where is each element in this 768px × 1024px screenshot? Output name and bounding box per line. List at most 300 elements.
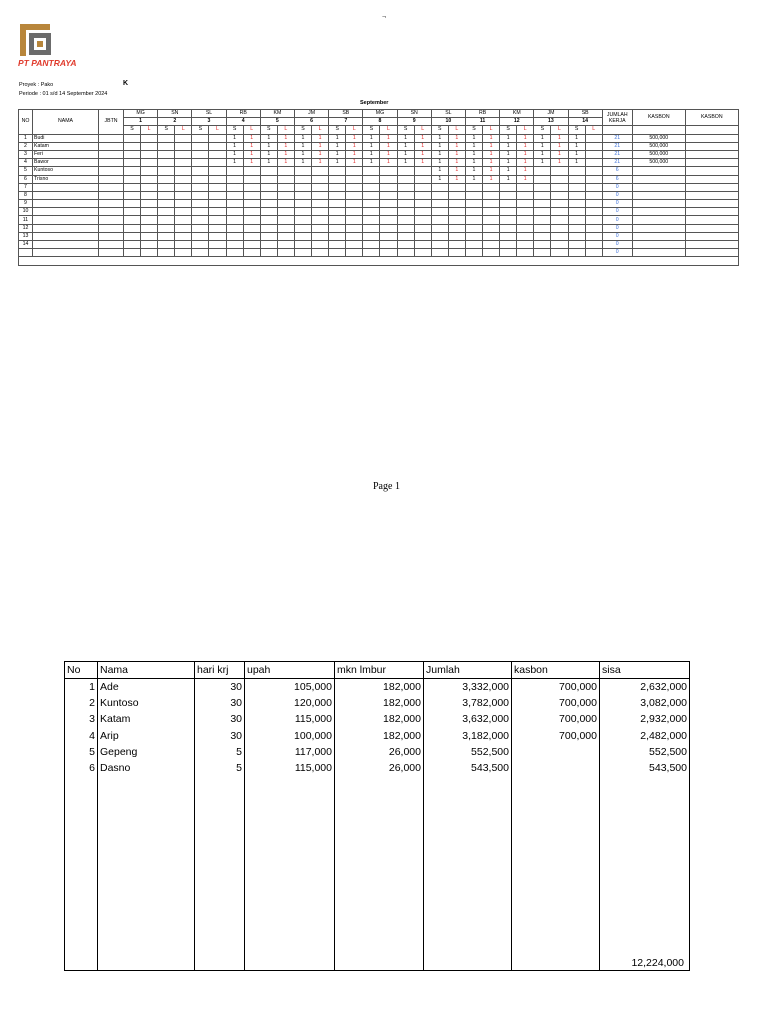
attendance-cell-s: 1	[465, 134, 482, 142]
col-header-jumlah-kerja: JUMLAH KERJA	[602, 110, 632, 126]
attendance-cell-l: 1	[380, 134, 397, 142]
attendance-cell-l	[141, 134, 158, 142]
attendance-cell-s	[158, 208, 175, 216]
attendance-cell-s: 1	[363, 150, 380, 158]
payroll-blank-cell	[335, 873, 424, 889]
attendance-cell-s: 1	[431, 150, 448, 158]
attendance-cell-s	[260, 249, 277, 257]
day-name-header: JM	[294, 110, 328, 118]
attendance-cell-s	[294, 200, 311, 208]
payroll-blank-cell	[512, 776, 600, 792]
payroll-row	[65, 695, 690, 711]
payroll-blank-cell	[98, 938, 195, 954]
payroll-jumlah: 3,782,000	[424, 695, 512, 711]
kasbon-value	[632, 175, 685, 183]
attendance-cell-s	[124, 249, 141, 257]
attendance-cell-s	[192, 183, 209, 191]
attendance-cell-s	[397, 200, 414, 208]
payroll-blank-cell	[65, 792, 98, 808]
attendance-cell-l	[414, 232, 431, 240]
attendance-cell-s	[534, 241, 551, 249]
attendance-cell-l: 1	[482, 167, 499, 175]
day-name-header: SB	[568, 110, 602, 118]
attendance-cell-l	[414, 191, 431, 199]
attendance-cell-s: 1	[260, 159, 277, 167]
attendance-cell-s	[124, 191, 141, 199]
attendance-cell-l	[311, 191, 328, 199]
payroll-nama: Gepeng	[98, 744, 195, 760]
attendance-cell-s	[465, 191, 482, 199]
shift-l-header: L	[551, 126, 568, 134]
shift-s-header: S	[568, 126, 585, 134]
attendance-cell-l	[277, 232, 294, 240]
payroll-blank-cell	[65, 889, 98, 905]
attendance-cell-s: 1	[226, 134, 243, 142]
attendance-cell-s	[500, 191, 517, 199]
kasbon-value: 500,000	[632, 159, 685, 167]
payroll-blank-row	[65, 825, 690, 841]
attendance-cell-l: 1	[346, 134, 363, 142]
payroll-blank-cell	[65, 857, 98, 873]
attendance-row	[19, 200, 739, 208]
col-header-jbtn: JBTN	[99, 110, 124, 135]
attendance-cell-s	[158, 183, 175, 191]
shift-l-header: L	[141, 126, 158, 134]
attendance-cell-l	[380, 249, 397, 257]
attendance-cell-s	[500, 241, 517, 249]
jumlah-kerja-value: 21	[602, 142, 632, 150]
company-logo-icon	[18, 22, 54, 58]
kasbon-value: 500,000	[632, 142, 685, 150]
attendance-cell-l	[448, 208, 465, 216]
attendance-cell-l	[141, 216, 158, 224]
attendance-cell-s	[397, 224, 414, 232]
shift-l-header: L	[277, 126, 294, 134]
attendance-cell-l	[346, 241, 363, 249]
attendance-cell-l	[585, 224, 602, 232]
attendance-cell-l	[311, 241, 328, 249]
shift-s-header: S	[124, 126, 141, 134]
day-name-header: SN	[397, 110, 431, 118]
attendance-cell-l	[346, 200, 363, 208]
attendance-cell-s	[124, 159, 141, 167]
attendance-cell-s	[431, 216, 448, 224]
attendance-cell-s: 1	[226, 142, 243, 150]
attendance-cell-l: 1	[448, 142, 465, 150]
attendance-cell-s: 1	[431, 134, 448, 142]
attendance-cell-l	[414, 249, 431, 257]
attendance-cell-s	[158, 191, 175, 199]
attendance-cell-l	[209, 224, 226, 232]
day-number-header: 14	[568, 118, 602, 126]
attendance-cell-s	[192, 134, 209, 142]
attendance-cell-s	[260, 183, 277, 191]
payroll-row	[65, 679, 690, 696]
attendance-cell-l	[209, 167, 226, 175]
attendance-cell-l: 1	[414, 134, 431, 142]
payroll-blank-cell	[195, 809, 245, 825]
payroll-blank-cell	[245, 954, 335, 971]
attendance-row	[19, 150, 739, 158]
attendance-cell-l: 1	[551, 134, 568, 142]
payroll-blank-cell	[65, 776, 98, 792]
payroll-blank-cell	[512, 841, 600, 857]
attendance-row	[19, 224, 739, 232]
payroll-blank-cell	[195, 922, 245, 938]
attendance-cell-s	[226, 249, 243, 257]
attendance-cell-l	[243, 183, 260, 191]
employee-name: Bawor	[33, 159, 99, 167]
shift-s-header: S	[431, 126, 448, 134]
attendance-cell-s	[363, 216, 380, 224]
payroll-blank-cell	[98, 922, 195, 938]
shift-l-header: L	[517, 126, 534, 134]
attendance-cell-s	[397, 249, 414, 257]
payroll-blank-cell	[245, 922, 335, 938]
attendance-cell-l	[243, 241, 260, 249]
attendance-cell-s	[329, 249, 346, 257]
employee-name	[33, 232, 99, 240]
attendance-cell-l	[175, 232, 192, 240]
attendance-cell-s	[158, 200, 175, 208]
payroll-blank-cell	[98, 889, 195, 905]
payroll-blank-cell	[98, 809, 195, 825]
attendance-cell-s: 1	[363, 159, 380, 167]
attendance-cell-s	[294, 208, 311, 216]
payroll-blank-cell	[600, 873, 690, 889]
attendance-cell-l	[277, 175, 294, 183]
payroll-blank-cell	[424, 873, 512, 889]
attendance-cell-l	[277, 191, 294, 199]
attendance-cell-l	[517, 232, 534, 240]
attendance-cell-l: 1	[551, 142, 568, 150]
attendance-cell-s: 1	[568, 150, 585, 158]
attendance-cell-l	[551, 191, 568, 199]
jumlah-kerja-value: 0	[602, 241, 632, 249]
attendance-cell-l	[175, 208, 192, 216]
attendance-cell-l: 1	[380, 159, 397, 167]
attendance-cell-s: 1	[500, 167, 517, 175]
row-number	[19, 249, 33, 257]
attendance-cell-l	[551, 208, 568, 216]
attendance-cell-s	[294, 224, 311, 232]
attendance-cell-l	[311, 216, 328, 224]
attendance-cell-l	[585, 142, 602, 150]
col-header-nama: NAMA	[33, 110, 99, 135]
row-number: 3	[19, 150, 33, 158]
attendance-cell-s: 1	[329, 150, 346, 158]
attendance-cell-s	[534, 232, 551, 240]
payroll-no: 2	[65, 695, 98, 711]
employee-position	[99, 208, 124, 216]
payroll-blank-cell	[65, 873, 98, 889]
kasbon-2-value	[685, 150, 738, 158]
attendance-cell-s: 1	[500, 159, 517, 167]
payroll-hari: 30	[195, 679, 245, 696]
payroll-upah: 115,000	[245, 711, 335, 727]
k-mark: K	[123, 80, 129, 87]
jumlah-kerja-value: 0	[602, 224, 632, 232]
payroll-blank-cell	[245, 938, 335, 954]
shift-s-header: S	[363, 126, 380, 134]
attendance-cell-s	[534, 249, 551, 257]
attendance-cell-l	[175, 142, 192, 150]
attendance-cell-s	[397, 216, 414, 224]
attendance-cell-l	[175, 191, 192, 199]
attendance-cell-l	[551, 175, 568, 183]
attendance-cell-s	[363, 200, 380, 208]
attendance-cell-l	[141, 249, 158, 257]
attendance-cell-s	[363, 241, 380, 249]
attendance-cell-l	[141, 175, 158, 183]
day-number-header: 6	[294, 118, 328, 126]
payroll-blank-cell	[424, 889, 512, 905]
payroll-blank-cell	[245, 776, 335, 792]
attendance-cell-s: 1	[500, 134, 517, 142]
day-name-header: KM	[500, 110, 534, 118]
jumlah-kerja-value: 6	[602, 167, 632, 175]
attendance-cell-s	[192, 224, 209, 232]
attendance-cell-s	[226, 208, 243, 216]
attendance-cell-l	[551, 167, 568, 175]
day-name-header: RB	[226, 110, 260, 118]
attendance-cell-s	[500, 216, 517, 224]
attendance-cell-l	[346, 191, 363, 199]
kasbon-2-value	[685, 224, 738, 232]
attendance-cell-l	[585, 249, 602, 257]
jumlah-kerja-value: 21	[602, 150, 632, 158]
attendance-cell-s	[431, 191, 448, 199]
attendance-cell-s	[226, 200, 243, 208]
attendance-cell-l	[585, 232, 602, 240]
payroll-blank-cell	[195, 792, 245, 808]
payroll-blank-cell	[335, 922, 424, 938]
attendance-cell-s	[226, 241, 243, 249]
attendance-cell-s: 1	[260, 142, 277, 150]
day-number-header: 7	[329, 118, 363, 126]
payroll-blank-cell	[424, 922, 512, 938]
attendance-cell-s	[329, 224, 346, 232]
attendance-cell-s	[192, 216, 209, 224]
attendance-cell-l	[141, 183, 158, 191]
attendance-cell-l	[551, 249, 568, 257]
employee-name: Katam	[33, 142, 99, 150]
attendance-cell-s	[124, 175, 141, 183]
payroll-upah: 115,000	[245, 760, 335, 776]
attendance-cell-s	[124, 200, 141, 208]
attendance-cell-s	[192, 191, 209, 199]
payroll-blank-cell	[98, 776, 195, 792]
attendance-cell-s	[363, 191, 380, 199]
attendance-cell-s	[260, 232, 277, 240]
attendance-cell-s	[568, 208, 585, 216]
payroll-row	[65, 711, 690, 727]
attendance-cell-l	[585, 150, 602, 158]
kasbon-value	[632, 200, 685, 208]
shift-l-header: L	[482, 126, 499, 134]
payroll-no: 1	[65, 679, 98, 696]
payroll-nama: Katam	[98, 711, 195, 727]
attendance-cell-l: 1	[243, 134, 260, 142]
attendance-row	[19, 241, 739, 249]
jumlah-kerja-value: 0	[602, 232, 632, 240]
payroll-header-3: upah	[245, 662, 335, 679]
attendance-cell-s	[260, 167, 277, 175]
attendance-cell-l: 1	[448, 175, 465, 183]
payroll-row	[65, 760, 690, 776]
attendance-row	[19, 134, 739, 142]
employee-position	[99, 191, 124, 199]
attendance-cell-s	[431, 241, 448, 249]
kasbon-2-value	[685, 167, 738, 175]
payroll-blank-row	[65, 954, 690, 971]
payroll-blank-cell	[424, 776, 512, 792]
attendance-cell-l: 1	[277, 134, 294, 142]
payroll-blank-cell	[335, 809, 424, 825]
payroll-hari: 5	[195, 760, 245, 776]
attendance-cell-l	[414, 175, 431, 183]
attendance-cell-s: 1	[534, 142, 551, 150]
payroll-blank-cell	[195, 776, 245, 792]
attendance-cell-l	[277, 216, 294, 224]
attendance-cell-s	[294, 249, 311, 257]
payroll-blank-cell	[424, 906, 512, 922]
attendance-cell-s	[329, 191, 346, 199]
attendance-cell-l	[346, 208, 363, 216]
attendance-cell-s: 1	[363, 134, 380, 142]
payroll-blank-cell	[98, 825, 195, 841]
attendance-cell-s: 1	[465, 150, 482, 158]
payroll-blank-cell	[335, 938, 424, 954]
payroll-no: 6	[65, 760, 98, 776]
shift-l-header: L	[311, 126, 328, 134]
day-number-header: 12	[500, 118, 534, 126]
payroll-blank-cell	[600, 792, 690, 808]
attendance-cell-l	[482, 216, 499, 224]
payroll-blank-cell	[245, 857, 335, 873]
attendance-cell-l	[141, 208, 158, 216]
attendance-cell-s	[158, 150, 175, 158]
payroll-jumlah: 3,632,000	[424, 711, 512, 727]
attendance-cell-s: 1	[431, 167, 448, 175]
employee-name	[33, 183, 99, 191]
day-name-header: SL	[192, 110, 226, 118]
attendance-cell-l	[346, 224, 363, 232]
payroll-sisa: 2,632,000	[600, 679, 690, 696]
payroll-kasbon: 700,000	[512, 711, 600, 727]
kasbon-value	[632, 224, 685, 232]
attendance-cell-l	[380, 241, 397, 249]
attendance-cell-l	[414, 167, 431, 175]
attendance-cell-l	[175, 216, 192, 224]
attendance-cell-s	[124, 142, 141, 150]
attendance-cell-s	[534, 216, 551, 224]
attendance-cell-l	[209, 175, 226, 183]
attendance-cell-l	[585, 159, 602, 167]
attendance-cell-s	[158, 216, 175, 224]
payroll-blank-cell	[512, 873, 600, 889]
payroll-blank-cell	[600, 857, 690, 873]
attendance-cell-l	[346, 216, 363, 224]
attendance-cell-l	[380, 191, 397, 199]
attendance-cell-s: 1	[500, 150, 517, 158]
attendance-cell-s: 1	[534, 159, 551, 167]
attendance-cell-s	[568, 183, 585, 191]
employee-name	[33, 200, 99, 208]
payroll-nama: Ade	[98, 679, 195, 696]
payroll-mkn: 182,000	[335, 711, 424, 727]
shift-l-header: L	[175, 126, 192, 134]
shift-l-header: L	[243, 126, 260, 134]
attendance-cell-s	[534, 191, 551, 199]
attendance-cell-s	[363, 208, 380, 216]
payroll-blank-row	[65, 857, 690, 873]
payroll-blank-cell	[335, 841, 424, 857]
attendance-cell-s	[568, 175, 585, 183]
attendance-cell-s: 1	[294, 150, 311, 158]
attendance-cell-s	[363, 224, 380, 232]
jumlah-kerja-value: 21	[602, 134, 632, 142]
payroll-blank-cell	[600, 889, 690, 905]
employee-position	[99, 183, 124, 191]
attendance-cell-l: 1	[414, 159, 431, 167]
attendance-cell-l: 1	[517, 150, 534, 158]
payroll-jumlah: 543,500	[424, 760, 512, 776]
attendance-cell-s	[534, 175, 551, 183]
kasbon-value	[632, 249, 685, 257]
shift-l-header: L	[380, 126, 397, 134]
attendance-cell-l	[482, 183, 499, 191]
day-name-header: JM	[534, 110, 568, 118]
attendance-cell-s	[397, 175, 414, 183]
attendance-row	[19, 159, 739, 167]
payroll-blank-cell	[195, 889, 245, 905]
payroll-header-0: No	[65, 662, 98, 679]
attendance-cell-l	[243, 191, 260, 199]
header-filler	[632, 126, 685, 134]
attendance-cell-s	[124, 224, 141, 232]
row-number: 10	[19, 208, 33, 216]
attendance-cell-l: 1	[311, 159, 328, 167]
attendance-cell-l	[243, 208, 260, 216]
attendance-cell-l: 1	[448, 159, 465, 167]
row-number: 14	[19, 241, 33, 249]
attendance-cell-s	[226, 232, 243, 240]
jumlah-kerja-value: 0	[602, 191, 632, 199]
attendance-cell-s	[226, 216, 243, 224]
day-name-header: MG	[124, 110, 158, 118]
attendance-cell-s	[568, 224, 585, 232]
attendance-cell-s	[465, 232, 482, 240]
payroll-sisa: 552,500	[600, 744, 690, 760]
attendance-cell-s	[465, 249, 482, 257]
attendance-cell-l	[277, 167, 294, 175]
attendance-cell-l	[209, 232, 226, 240]
employee-name: Kuntoso	[33, 167, 99, 175]
attendance-cell-s	[158, 134, 175, 142]
payroll-blank-cell	[335, 776, 424, 792]
payroll-mkn: 182,000	[335, 728, 424, 744]
attendance-cell-s	[192, 208, 209, 216]
attendance-cell-s	[158, 159, 175, 167]
attendance-cell-l: 1	[551, 159, 568, 167]
shift-l-header: L	[414, 126, 431, 134]
employee-position	[99, 142, 124, 150]
attendance-row	[19, 232, 739, 240]
col-header-kasbon-2: KASBON	[685, 110, 738, 126]
attendance-cell-s: 1	[397, 159, 414, 167]
attendance-cell-l: 1	[551, 150, 568, 158]
